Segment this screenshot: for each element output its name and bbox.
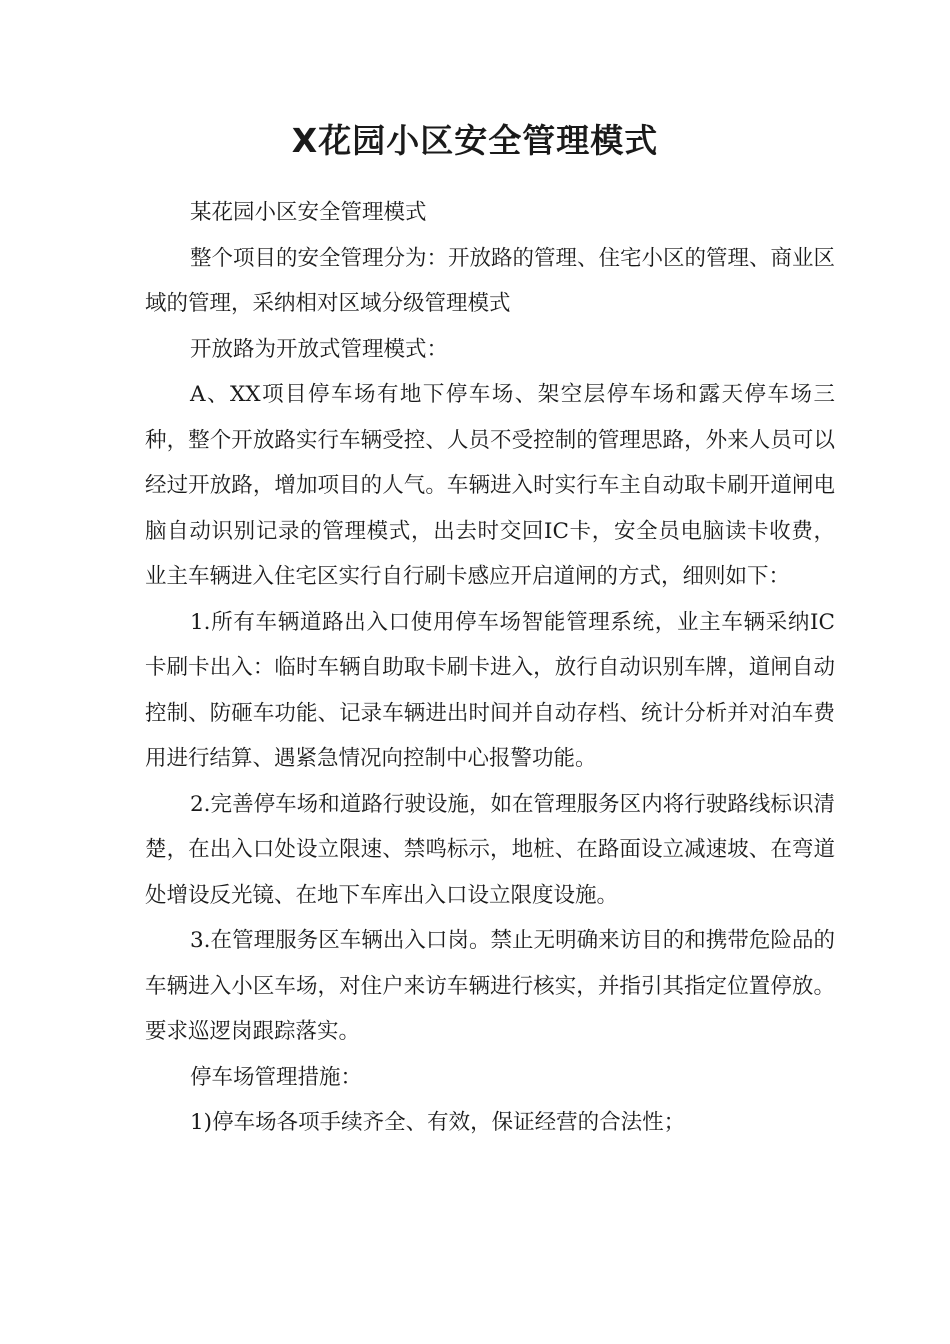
paragraph-measure-1: 1)停车场各项手续齐全、有效，保证经营的合法性；	[190, 1110, 686, 1135]
paragraph-section-a: A、XX项目停车场有地下停车场、架空层停车场和露天停车场三种，整个开放路实行车辆受控、人员不受控制的管理思路，外来人员可以经过开放路，增加项目的人气。车辆进入时实行车主自动取卡刷开道闸电脑自动识别记录的管理模式，出去时交回IC卡，安全员电脑读卡收费，业主车辆进入住宅区实行自行刷卡感应开启道闸的方式，细则如下：	[145, 382, 835, 589]
document-title: X花园小区安全管理模式	[291, 121, 659, 160]
paragraph-subtitle: 某花园小区安全管理模式	[190, 200, 427, 225]
paragraph-open-road-heading: 开放路为开放式管理模式：	[190, 336, 449, 362]
paragraph-parking-heading: 停车场管理措施：	[190, 1064, 363, 1090]
document-body	[145, 190, 835, 1146]
paragraph-item-2: 2.完善停车场和道路行驶设施，如在管理服务区内将行驶路线标识清楚，在出入口处设立限速、禁鸣标示，地桩、在路面设立减速坡、在弯道处增设反光镜、在地下车库出入口设立限度设施。	[145, 791, 835, 908]
paragraph-overview: 整个项目的安全管理分为：开放路的管理、住宅小区的管理、商业区域的管理，采纳相对区域分级管理模式	[145, 245, 836, 316]
paragraph-item-1: 1.所有车辆道路出入口使用停车场智能管理系统，业主车辆采纳IC卡刷卡出入：临时车辆自助取卡刷卡进入，放行自动识别车牌，道闸自动控制、防砸车功能、记录车辆进出时间并自动存档、统计分析并对泊车费用进行结算、遇紧急情况向控制中心报警功能。	[145, 609, 835, 771]
paragraph-item-3: 3.在管理服务区车辆出入口岗。禁止无明确来访目的和携带危险品的车辆进入小区车场，对住户来访车辆进行核实，并指引其指定位置停放。要求巡逻岗跟踪落实。	[145, 928, 835, 1044]
